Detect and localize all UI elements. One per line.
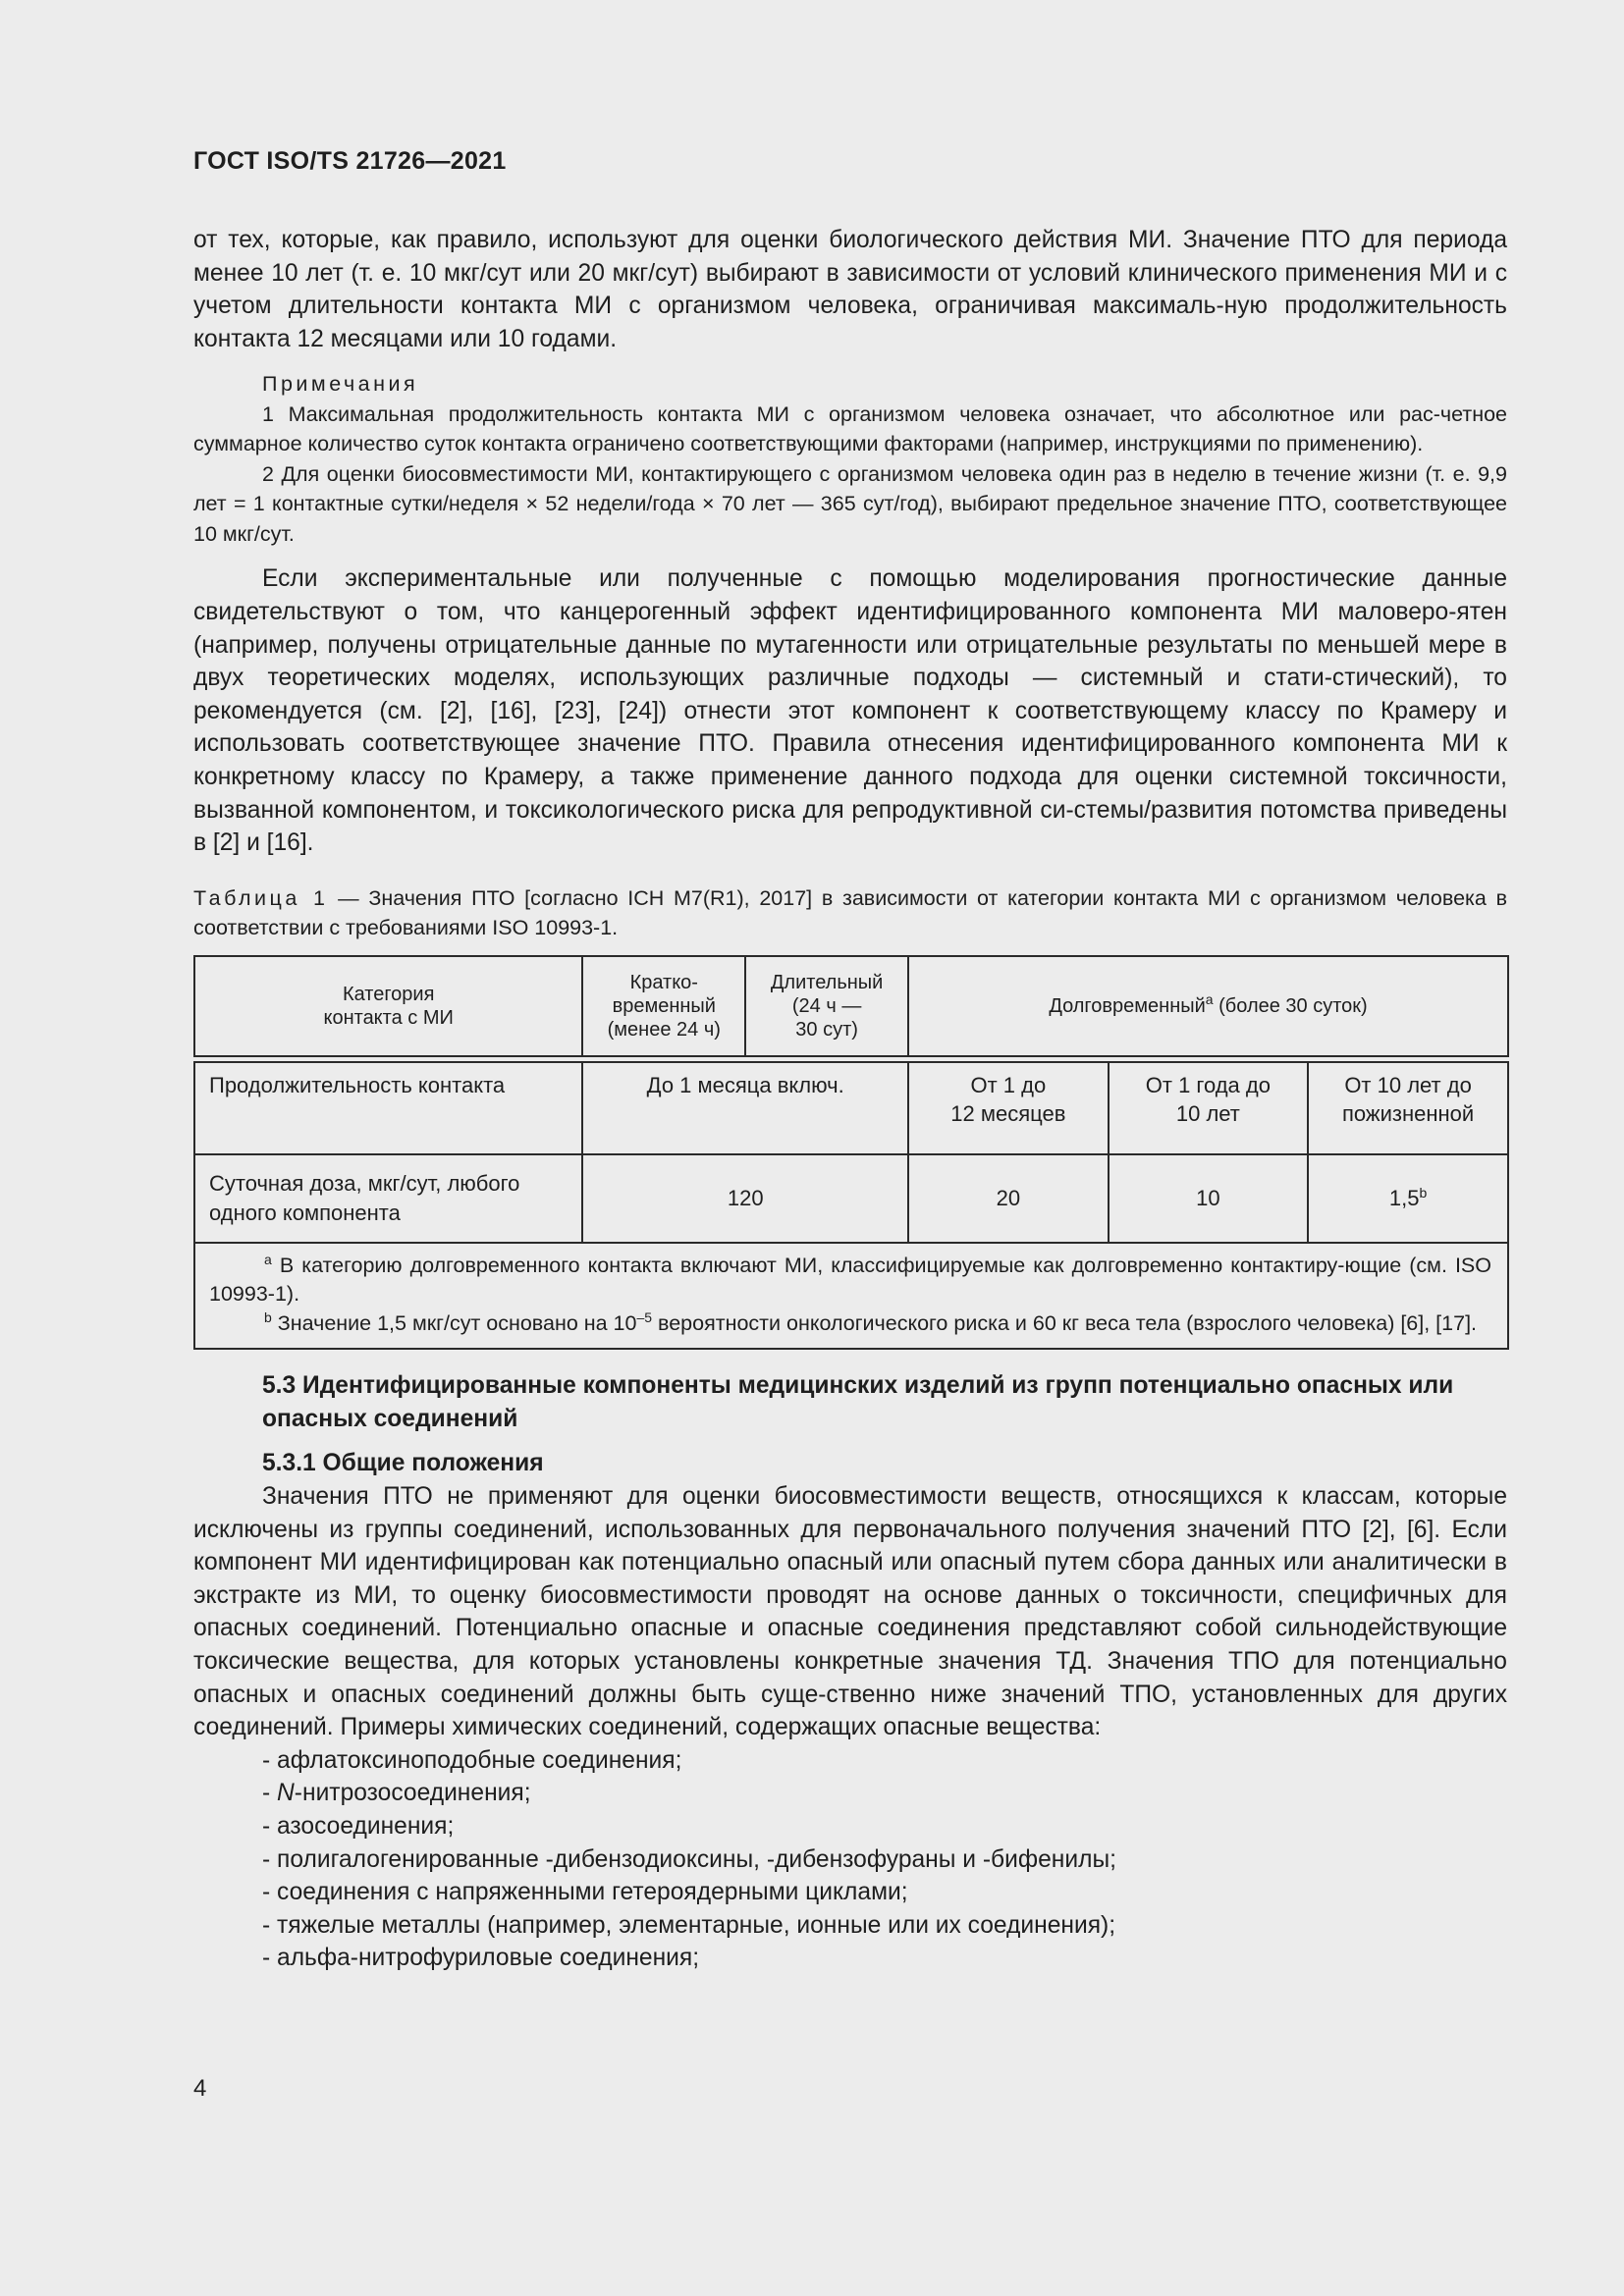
paragraph-continuation: от тех, которые, как правило, используют для оценки биологического действия МИ. Значение ПТО для периода менее 10 лет (т. е. 10 мкг/сут или 20 мкг/сут) выбирают в зависимости от условий клинического применения МИ и с учетом длительности контакта МИ с организмом человека, ограничивая максималь-ную продолжительность контакта 12 месяцами или 10 годами. (193, 227, 1507, 352)
footnote-b-exponent: –5 (636, 1308, 653, 1325)
header-prolonged (745, 956, 908, 1056)
duration-line: 12 месяцев (950, 1100, 1066, 1126)
table-caption-label: Таблица 1 (193, 885, 329, 910)
page-number: 4 (193, 2075, 207, 2102)
notes-block (193, 369, 1507, 549)
list-item: - альфа-нитрофуриловые соединения; (262, 1945, 700, 1972)
footnote-a-mark: a (264, 1251, 272, 1267)
header-long-term-label: Долговременный (1049, 994, 1206, 1017)
table-footnotes-row (194, 1243, 1508, 1350)
header-prolonged-line: Длительный (770, 971, 884, 993)
dose-label-line: Суточная доза, мкг/сут, любого (209, 1170, 520, 1196)
duration-line: От 10 лет до (1344, 1072, 1472, 1097)
list-item-italic: N (277, 1780, 295, 1807)
footnote-a-text: В категорию долговременного контакта включают МИ, классифицируемые как долговременно контактиру-ющие (см. ISO 10993-1). (209, 1253, 1491, 1307)
header-short-term (582, 956, 745, 1056)
list-item: - тяжелые металлы (например, элементарные, ионные или их соединения); (262, 1911, 1116, 1939)
footnote-b (209, 1309, 1491, 1339)
table-caption-text: — Значения ПТО [согласно ICH M7(R1), 2017] в зависимости от категории контакта МИ с организмом человека в соответствии с требованиями ISO 10993-1. (193, 885, 1507, 939)
footnote-a (209, 1252, 1491, 1309)
list-item (262, 1777, 1507, 1810)
paragraph-cramer: Если экспериментальные или полученные с помощью моделирования прогностические данные свидетельствуют о том, что канцерогенный эффект идентифицированного компонента МИ маловеро-ятен (например, получены отрицательные данные по мутагенности или отрицательные результаты по меньшей мере в двух теоретических моделях, использующих различные подходы — системный и стати-стический), то рекомендуется (см. [2], [16], [23], [24]) отнести этот компонент к соответствующему классу по Крамеру и использовать соответствующее значение ПТО. Правила отнесения идентифицированного компонента МИ к конкретному классу по Крамеру, а также применение данного подхода для оценки системной токсичности, вызванной компонентом, и токсикологического риска для репродуктивной си-стемы/развития потомства приведены в [2] и [16]. (193, 565, 1507, 857)
duration-1-10-years (1109, 1062, 1308, 1154)
footnote-b-text: Значение 1,5 мкг/сут основано на 10 (271, 1310, 637, 1335)
dose-value-1-10y: 10 (1109, 1154, 1308, 1243)
duration-line: От 1 до (970, 1072, 1047, 1097)
dose-lifetime-number: 1,5 (1388, 1186, 1420, 1211)
document-header: ГОСТ ISO/TS 21726—2021 (193, 147, 507, 175)
page-content (193, 224, 1507, 1975)
note-1: 1 Максимальная продолжительность контакта МИ с организмом человека означает, что абсолютное или рас-четное суммарное количество суток контакта ограничено соответствующими факторами (например, инструкциями по применению). (193, 401, 1507, 456)
dose-label (194, 1154, 582, 1243)
duration-label: Продолжительность контакта (194, 1062, 582, 1154)
header-long-term (908, 956, 1508, 1056)
footnote-ref-b: b (1419, 1185, 1428, 1201)
hazardous-compounds-list (193, 1744, 1507, 1975)
duration-up-to-month: До 1 месяца включ. (582, 1062, 908, 1154)
section-5-3-title: 5.3 Идентифицированные компоненты медицинских изделий из групп потенциально опасных или опасных соединений (262, 1372, 1454, 1432)
footnote-ref-a: a (1205, 990, 1214, 1007)
dose-label-line: одного компонента (209, 1200, 401, 1225)
duration-1-12-months (908, 1062, 1109, 1154)
header-prolonged-line: (24 ч — (791, 994, 862, 1017)
header-prolonged-line: 30 сут) (795, 1018, 858, 1041)
header-short-line: Кратко- (629, 971, 698, 993)
dose-row (194, 1154, 1508, 1243)
footnote-b-text-end: вероятности онкологического риска и 60 кг веса тела (взрослого человека) [6], [17]. (652, 1310, 1478, 1335)
duration-row (194, 1062, 1508, 1154)
list-item: - соединения с напряженными гетероядерными циклами; (262, 1879, 908, 1906)
header-short-line: (менее 24 ч) (607, 1018, 721, 1041)
table-header-row (194, 956, 1508, 1056)
footnote-b-mark: b (264, 1308, 272, 1325)
note-2: 2 Для оценки биосовместимости МИ, контактирующего с организмом человека один раз в неделю в течение жизни (т. е. 9,9 лет = 1 контактные сутки/неделя × 52 недели/года × 70 лет — 365 сут/год), выбирают предельное значение ПТО, соответствующее 10 мкг/сут. (193, 461, 1507, 546)
header-short-line: временный (612, 994, 716, 1017)
header-category-line: контакта с МИ (323, 1006, 454, 1029)
dose-value-1-12m: 20 (908, 1154, 1109, 1243)
list-item-rest: -нитрозосоединения; (294, 1780, 531, 1807)
header-category (194, 956, 582, 1056)
table-footnotes (194, 1243, 1508, 1350)
list-item: - полигалогенированные -дибензодиоксины, -дибензофураны и -бифенилы; (262, 1845, 1116, 1873)
dose-value-lifetime (1308, 1154, 1508, 1243)
header-long-term-tail: (более 30 суток) (1213, 994, 1368, 1017)
duration-line: От 1 года до (1145, 1072, 1271, 1097)
tpo-table (193, 955, 1509, 1351)
notes-title: Примечания (262, 372, 419, 397)
list-item: - афлатоксиноподобные соединения; (262, 1746, 682, 1774)
duration-line: 10 лет (1175, 1100, 1240, 1126)
section-5-3-1-title: 5.3.1 Общие положения (262, 1450, 544, 1477)
section-5-3-1-text: Значения ПТО не применяют для оценки биосовместимости веществ, относящихся к классам, которые исключены из группы соединений, использованных для первоначального получения значений ПТО [2], [6]. Если компонент МИ идентифицирован как потенциально опасный или опасный путем сбора данных или аналитически в экстракте из МИ, то оценку биосовместимости проводят на основе данных о токсичности, специфичных для опасных соединений. Потенциально опасные и опасные соединения представляют собой сильнодействующие токсические вещества, для которых установлены конкретные значения ТД. Значения ТПО для потенциально опасных и опасных соединений должны быть суще-ственно ниже значений ТПО, установленных для других соединений. Примеры химических соединений, содержащих опасные вещества: (193, 1483, 1507, 1741)
duration-line: пожизненной (1341, 1100, 1475, 1126)
list-item: - азосоединения; (262, 1812, 455, 1840)
list-item-dash: - (262, 1780, 278, 1807)
header-category-line: Категория (342, 983, 435, 1005)
table-caption (193, 883, 1507, 942)
dose-value-short: 120 (582, 1154, 908, 1243)
duration-10-years-lifetime (1308, 1062, 1508, 1154)
